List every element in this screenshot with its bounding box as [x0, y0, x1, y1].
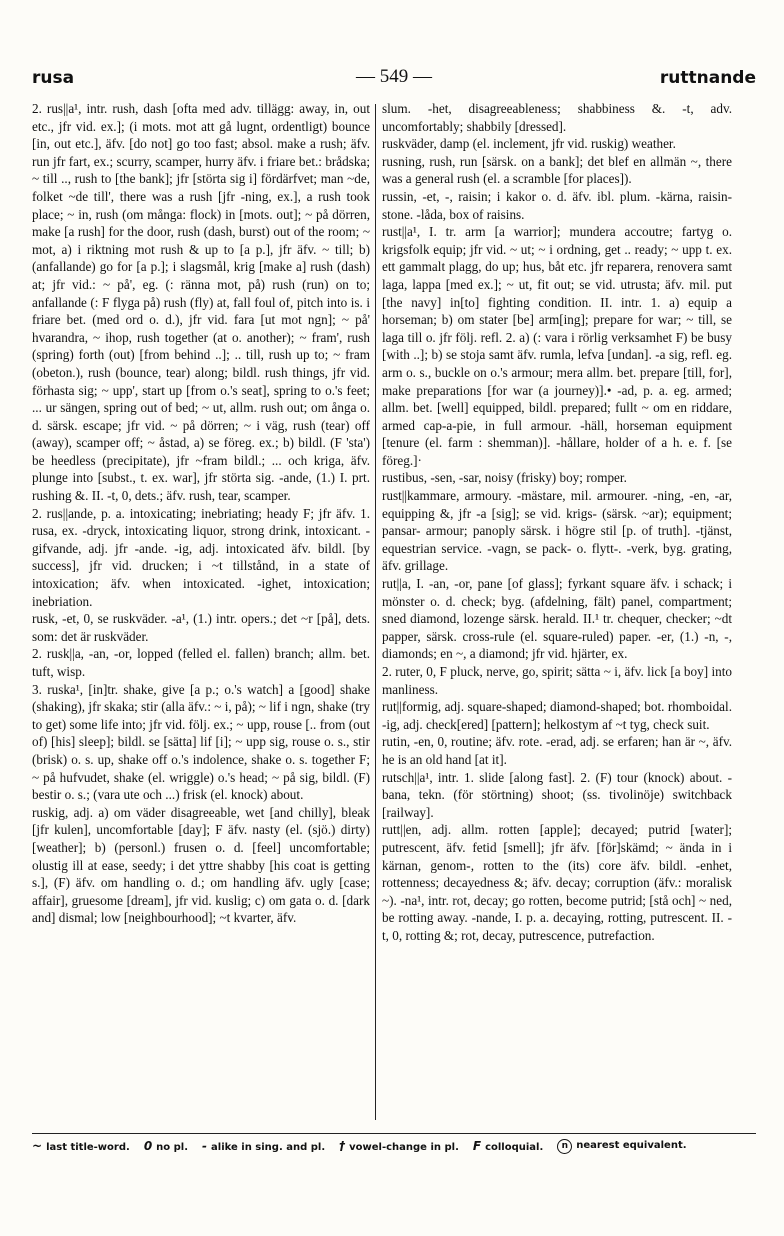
key-dash: - alike in sing. and pl. [202, 1139, 326, 1153]
dagger-icon: † [339, 1139, 346, 1153]
dictionary-entry: rusk, -et, 0, se ruskväder. -a¹, (1.) intr. opers.; det ~r [på], dets. som: det är ruskväder. [32, 611, 370, 644]
dictionary-entry: 2. ruter, 0, F pluck, nerve, go, spirit; sätta ~ i, äfv. lick [a boy] into manliness. [382, 664, 732, 697]
footer-divider [32, 1133, 756, 1134]
column-divider [375, 104, 376, 1120]
dictionary-entry: rustibus, -sen, -sar, noisy (frisky) boy; romper. [382, 470, 627, 486]
page-number: — 549 — [356, 66, 432, 87]
dictionary-entry: rust||a¹, I. tr. arm [a warrior]; mundera accoutre; fartyg o. krigsfolk equip; jfr vid. ~ ut; ~ i ordning, get .. ready; ~ upp t. ex. ett gammalt plagg, do up; hus, båt etc. jfr reparera, renovera samt laga, lappa [med ex.]; ~ ut, fit out; se vid. utrusta; äfv. mil. put [the navy] in[to] fighting condition. II. intr. 1. a) equip a horseman; b) om stater [be] arm[ing]; prepare for war; ~ till, se laga till o. jfr följ. refl. 2. a) (: vara i rörlig verksamhet F) be busy [with ..]; b) se stoja samt äfv. rumla, lefva [undan]. -a sig, refl. eg. arm o. s., buckle on o.'s armour; mera allm. bet. prepare [till, for], make preparations [for war (a journey)].• -ad, p. a. eg. armed; allm. bet. [well] equipped, bildl. prepared; fullt ~ om en riddare, armed cap-a-pie, in full armour. -häll, horseman equipment [tenure (el. farm : shemman)]. -hållare, holder of a h. e. f. [se föreg.]· [382, 224, 732, 468]
dictionary-entry: 3. ruska¹, [in]tr. shake, give [a p.; o.'s watch] a [good] shake (shaking), jfr skaka; stir (alla äfv.: ~ i, på); ~ lif i ngn, shake (try to get) some life into; jfr vid. följ. ex.; ~ upp, rouse [.. from (out of) [his] sleep]; bildl. se [sätta] lif [i]; ~ upp sig, rouse o. s., stir (brisk) o. s. up, shake off o.'s indolence, shake o. s. together F; ~ på hufvudet, shake (el. wriggle) o.'s head; ~ på sig, bildl. (F) bestir o. s.; (vara ute och ...) frisk (el. knock) about. [32, 681, 370, 803]
dictionary-entry: russin, -et, -, raisin; i kakor o. d. äfv. ibl. plum. -kärna, raisin-stone. -låda, box of raisins. [382, 188, 732, 222]
dictionary-entry: 2. rus||ande, p. a. intoxicating; inebriating; heady F; jfr äfv. 1. rusa, ex. -dryck, intoxicating liquor, strong drink, intoxicant. -gifvande, adj. jfr -ande. -ig, adj. intoxicated äfv. bildl. [by success], jfr vid. drucken; i ~t tillstånd, in a state of intoxication; äfv. when intoxicated. -ighet, intoxication; inebriation. [32, 505, 370, 609]
page-header [32, 60, 756, 90]
dictionary-entry: 2. rusk||a, -an, -or, lopped (felled el. fallen) branch; allm. bet. tuft, wisp. [32, 646, 370, 679]
key-colloquial: F colloquial. [472, 1139, 544, 1153]
dictionary-entry: rutsch||a¹, intr. 1. slide [along fast]. 2. (F) tour (knock) about. -bana, tekn. (för störtning) shoot; (ss. tivolinöje) switchback [railway]. [382, 769, 732, 820]
left-column [32, 100, 370, 1128]
dictionary-entry: slum. -het, disagreeableness; shabbiness &. -t, adv. uncomfortably; shabbily [dressed]. [382, 101, 732, 134]
right-guide-word: ruttnande [659, 68, 756, 88]
key-dagger: † vowel-change in pl. [339, 1139, 459, 1153]
dictionary-entry: rust||kammare, armoury. -mästare, mil. armourer. -ning, -en, -ar, equipping &, jfr -a [sig]; se vid. krigs- (särsk. ~ar); equipment; pansar- armour; panoply särsk. i högre stil [p. of truth]. -tjänst, equestrian service. -vagn, se pack- o. flytt-. -verk, byg. grating, äfv. grillage. [382, 488, 732, 574]
dictionary-entry: rutt||en, adj. allm. rotten [apple]; decayed; putrid [water]; putrescent, äfv. fetid [smell]; jfr äfv. [för]skämd; ~ ända in i kärnan, genom-, rotten to the (its) core äfv. bildl. -enhet, rottenness; decayedness &; äfv. decay; corruption (äfv.: moralisk ~). -na¹, intr. rot, decay; go rotten, become putrid; [stå och] ~ ned, be rotting away. -nande, I. p. a. decaying, rotting, putrescent. II. -t, 0, rotting &; rot, decay, putrescence, putrefaction. [382, 822, 732, 943]
abbreviation-key [32, 1139, 756, 1154]
key-zero: 0 no pl. [143, 1139, 189, 1153]
key-tilde: ~ last title-word. [32, 1139, 130, 1153]
dictionary-entry: rut||formig, adj. square-shaped; diamond-shaped; bot. rhomboidal. -ig, adj. check[ered] [pattern]; helkostym af ~t tyg, check suit. [382, 699, 732, 732]
key-nearest-equivalent: n nearest equivalent. [557, 1139, 686, 1154]
left-guide-word: rusa [32, 68, 75, 88]
dictionary-entry: rusning, rush, run [särsk. on a bank]; det blef en allmän ~, there was a general rush (el. a scramble [for places]). [382, 153, 732, 187]
dictionary-entry: ruskig, adj. a) om väder disagreeable, wet [and chilly], bleak [jfr kulen], uncomfortable [day]; F äfv. nasty (el. (sjö.) dirty) [weather]; b) (personl.) frusen o. d. [feel] uncomfortable; olustig ill at ease, seedy; i det yttre shabby [his coat is getting s.], (F) äfv. om handling o. d.; om handling äfv. ugly [case; affair], gruesome [dream], jfr vid. kuslig; c) om gata o. d. [dark and] dismal; low [neighbourhood]; ~t kvarter, äfv. [32, 804, 370, 926]
dictionary-entry: rut||a, I. -an, -or, pane [of glass]; fyrkant square äfv. i schack; i mönster o. d. check; byg. (afdelning, fält) panel, compartment; sned diamond, lozenge särsk. herald. II.¹ tr. chequer, checker; ~dt papper, särsk. cross-rule (el. square-ruled) paper. -er, (1.) -n, -, diamonds; en ~, a diamond; jfr vid. hjärter, ex. [382, 576, 732, 662]
dictionary-entry: 2. rus||a¹, intr. rush, dash [ofta med adv. tillägg: away, in, out etc., jfr vid. ex.]; (i mots. mot att gå lugnt, ordentligt) bounce [in, out etc.], äfv. [do not] go too fast; absol. make a rush; äfv. run jfr fart, ex.; scurry, scamper, hurry äfv. i friare bet.: brådska; ~ till .., rush to [the bank]; jfr [störta sig i] fördärfvet; man ~de, folket ~de till', there was a rush [jfr -ning, ex.], a rush took place; ~ in, rush (om många: flock) in [mots. out]; ~ på dörren, make [a rush] for the door, rush (dash, burst) out of the room; ~ mot, a) i riktning mot rush & up to [a p.], jfr äfv. ~ till; b) (anfallande) go for [a p.]; i slagsmål, krig [make a] rush (dash) at; jfr vid.: ~ på', eg. (: ränna mot, på) rush (run) on to; anfallande (: F flyga på) rush (fly) at, fall foul of, pitch into is. i friare bet. (med ord o. d.), jfr vid. fara [ut mot ngn]; ~ på' hvarandra, ~ ihop, rush together (at o. another); ~ fram', rush (spring) forth (out) [from behind ..]; .. till, rush up to; ~ fram (obeton.), rush (bounce, tear) along; bildl. rush things, jfr vid. förhasta sig; ~ upp', start up [from o.'s seat], spring to o.'s feet; ... ur sängen, spring out of bed; ~ ut, allm. rush out; om ånga o. d. särsk. escape; jfr vid. ~ på dörren; ~ i väg, rush (tear) off (away), scamper off; ~ åstad, a) se föreg. ex.; b) bildl. (F 'sta') be heedless (precipitate), jfr ~fram bildl.; ... och kriga, äfv. plunge into [subst., t. ex. war], jfr störta sig. -ande, (1.) I. prt. rushing &. II. -t, 0, dets.; äfv. rush, tear, scamper. [32, 101, 370, 504]
dictionary-entry: ruskväder, damp (el. inclement, jfr vid. ruskig) weather. [382, 136, 676, 152]
dictionary-entry: rutin, -en, 0, routine; äfv. rote. -erad, adj. se erfaren; han är ~, äfv. he is an old hand [at it]. [382, 734, 732, 767]
circled-n-icon: n [557, 1139, 572, 1154]
tilde-icon: ~ [32, 1139, 43, 1153]
right-column [382, 100, 732, 1128]
